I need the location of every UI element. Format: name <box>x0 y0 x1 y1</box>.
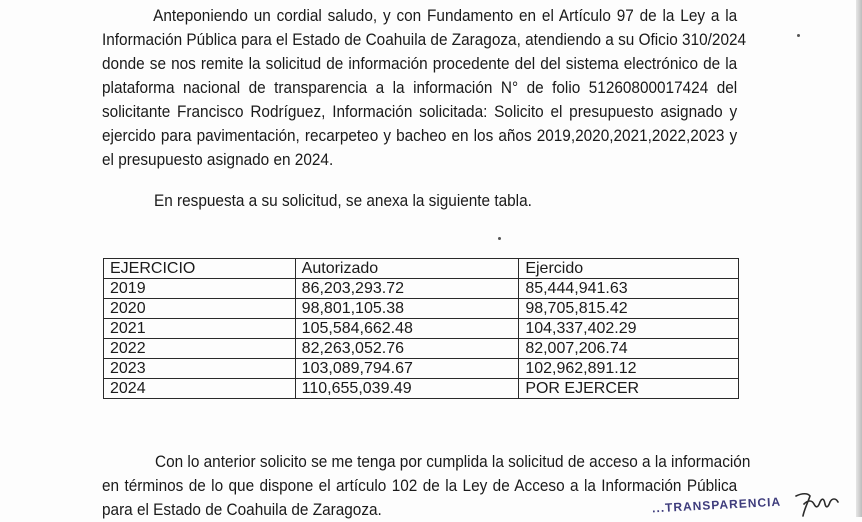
cell-authorized: 103,089,794.67 <box>295 359 519 379</box>
cell-exercised: 98,705,815.42 <box>519 299 739 319</box>
cell-authorized: 82,263,052.76 <box>295 339 519 359</box>
table-row <box>104 379 739 399</box>
scan-speck <box>498 237 501 240</box>
closing-line: Con lo anterior solicito se me tenga por cumplida la solicitud de acceso a la información <box>155 453 751 471</box>
cell-year: 2020 <box>104 299 296 319</box>
intro-line: solicitante Francisco Rodríguez, Información solicitada: Solicito el presupuesto asignado y <box>102 103 738 121</box>
cell-year: 2022 <box>104 339 296 359</box>
intro-line: ejercido para pavimentación, recarpeteo y bacheo en los años 2019,2020,2021,2022,2023 y <box>102 127 738 145</box>
cell-exercised: 82,007,206.74 <box>519 339 739 359</box>
table-header-row <box>104 259 739 279</box>
page-edge-shadow <box>856 0 862 517</box>
cell-authorized: 98,801,105.38 <box>295 299 519 319</box>
cell-year: 2024 <box>104 379 296 399</box>
cell-authorized: 86,203,293.72 <box>295 279 519 299</box>
table-row <box>104 279 739 299</box>
intro-line: plataforma nacional de transparencia a la información N° de folio 51260800017424 del <box>102 79 738 97</box>
closing-paragraph <box>102 450 751 522</box>
closing-line: en términos de lo que dispone el artículo 102 de la Ley de Acceso a la Información Pública <box>102 477 738 495</box>
signature-scribble <box>794 490 840 517</box>
scan-speck <box>797 34 800 37</box>
table-row <box>104 359 739 379</box>
cell-exercised: 104,337,402.29 <box>519 319 739 339</box>
table-row <box>104 299 739 319</box>
header-ejercido: Ejercido <box>519 259 739 279</box>
table-row <box>104 339 739 359</box>
table-row <box>104 319 739 339</box>
cell-exercised: 85,444,941.63 <box>519 279 739 299</box>
intro-line: Anteponiendo un cordial saludo, y con Fundamento en el Artículo 97 de la Ley a la <box>153 7 738 25</box>
cell-authorized: 105,584,662.48 <box>295 319 519 339</box>
intro-line: el presupuesto asignado en 2024. <box>102 151 334 169</box>
cell-year: 2019 <box>104 279 296 299</box>
transparency-stamp: ...TRANSPARENCIA <box>651 494 782 516</box>
budget-table <box>103 258 739 399</box>
cell-exercised: 102,962,891.12 <box>519 359 739 379</box>
response-paragraph <box>154 189 745 213</box>
header-autorizado: Autorizado <box>295 259 519 279</box>
intro-line: donde se nos remite la solicitud de información procedente del del sistema electrónico de la <box>102 55 738 73</box>
closing-line: para el Estado de Coahuila de Zaragoza. <box>102 501 382 519</box>
cell-year: 2021 <box>104 319 296 339</box>
cell-authorized: 110,655,039.49 <box>295 379 519 399</box>
header-ejercicio: EJERCICIO <box>104 259 296 279</box>
response-line: En respuesta a su solicitud, se anexa la siguiente tabla. <box>154 192 532 210</box>
intro-line: Información Pública para el Estado de Coahuila de Zaragoza, atendiendo a su Oficio 310/2024 <box>102 31 747 49</box>
cell-exercised: POR EJERCER <box>519 379 739 399</box>
cell-year: 2023 <box>104 359 296 379</box>
intro-paragraph <box>102 4 747 172</box>
